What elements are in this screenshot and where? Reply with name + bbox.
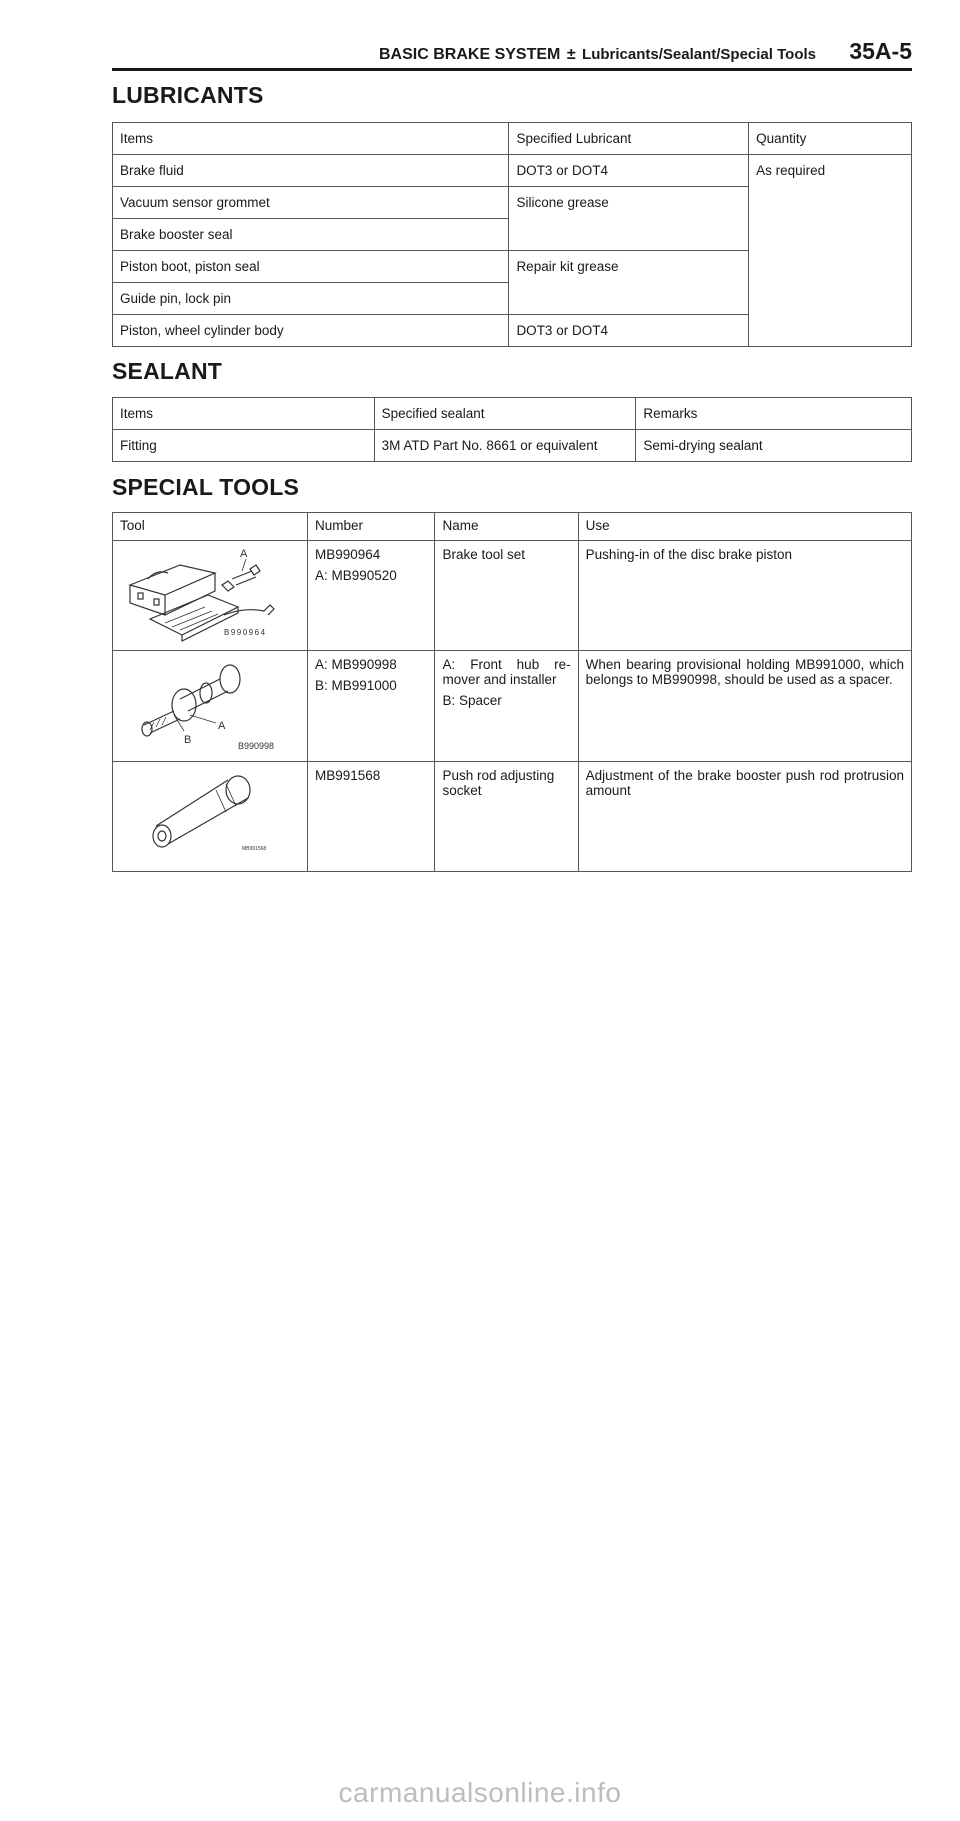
item-cell: Brake fluid xyxy=(113,155,509,187)
name-cell xyxy=(435,651,578,762)
column-header: Tool xyxy=(113,513,308,541)
part-number: MB990964 xyxy=(315,547,381,562)
tool-image-cell xyxy=(113,541,308,651)
tool-name: B: Spacer xyxy=(442,693,502,708)
figure-code: MB991568 xyxy=(242,846,267,852)
use-cell: Pushing-in of the disc brake piston xyxy=(578,541,911,651)
lubricants-table xyxy=(112,122,912,347)
tool-name: Push rod adjusting socket xyxy=(442,768,555,798)
part-number: MB991568 xyxy=(315,768,381,783)
figure-code: B990964 xyxy=(224,628,267,637)
name-cell xyxy=(435,541,578,651)
callout-label: B xyxy=(184,734,192,746)
lubricant-cell: Silicone grease xyxy=(509,187,749,251)
number-cell xyxy=(308,651,435,762)
item-cell: Fitting xyxy=(113,430,375,462)
hub-remover-illustration xyxy=(120,655,300,755)
brake-tool-set-illustration xyxy=(120,545,300,645)
sealant-heading: SEALANT xyxy=(112,358,223,384)
use-cell: When bearing provisional holding MB991000, which belongs to MB990998, should be used as a spacer. xyxy=(578,651,911,762)
table-row xyxy=(113,430,912,462)
page-header xyxy=(112,34,912,71)
use-cell: Adjustment of the brake booster push rod protrusion amount xyxy=(578,762,911,872)
number-cell xyxy=(308,762,435,872)
column-header: Items xyxy=(113,123,509,155)
header-title-main: BASIC BRAKE SYSTEM xyxy=(379,46,561,63)
tool-image-cell xyxy=(113,651,308,762)
header-title xyxy=(379,46,816,64)
push-rod-socket-illustration xyxy=(120,766,300,866)
item-cell: Vacuum sensor grommet xyxy=(113,187,509,219)
callout-label: A xyxy=(240,548,248,560)
part-number: A: MB990998 xyxy=(315,657,397,672)
column-header: Items xyxy=(113,398,375,430)
name-cell xyxy=(435,762,578,872)
tool-name: A: Front hub re-mover and installer xyxy=(442,657,571,687)
column-header: Remarks xyxy=(636,398,912,430)
column-header: Specified sealant xyxy=(374,398,636,430)
column-header: Number xyxy=(308,513,435,541)
remarks-cell: Semi-drying sealant xyxy=(636,430,912,462)
table-row xyxy=(113,762,912,872)
item-cell: Guide pin, lock pin xyxy=(113,283,509,315)
watermark: carmanualsonline.info xyxy=(338,1777,622,1808)
lubricant-cell: DOT3 or DOT4 xyxy=(509,315,749,347)
item-cell: Piston, wheel cylinder body xyxy=(113,315,509,347)
tool-image-cell xyxy=(113,762,308,872)
table-header-row xyxy=(113,123,912,155)
callout-label: A xyxy=(218,720,226,732)
table-header-row xyxy=(113,513,912,541)
sealant-cell: 3M ATD Part No. 8661 or equivalent xyxy=(374,430,636,462)
table-row xyxy=(113,155,912,187)
column-header: Use xyxy=(578,513,911,541)
table-header-row xyxy=(113,398,912,430)
table-row xyxy=(113,541,912,651)
column-header: Specified Lubricant xyxy=(509,123,749,155)
item-cell: Brake booster seal xyxy=(113,219,509,251)
lubricant-cell: Repair kit grease xyxy=(509,251,749,315)
lubricant-cell: DOT3 or DOT4 xyxy=(509,155,749,187)
part-number: B: MB991000 xyxy=(315,678,397,693)
lubricants-heading: LUBRICANTS xyxy=(112,82,264,108)
number-cell xyxy=(308,541,435,651)
quantity-cell: As required xyxy=(749,155,912,347)
sealant-table xyxy=(112,397,912,462)
tool-name: Brake tool set xyxy=(442,547,526,562)
figure-code: B990998 xyxy=(238,741,275,751)
special-tools-heading: SPECIAL TOOLS xyxy=(112,474,300,500)
page-number: 35A-5 xyxy=(849,38,912,64)
part-number: A: MB990520 xyxy=(315,568,397,583)
column-header: Quantity xyxy=(749,123,912,155)
header-title-sub: Lubricants/Sealant/Special Tools xyxy=(582,46,816,63)
header-separator: ± xyxy=(566,46,576,63)
item-cell: Piston boot, piston seal xyxy=(113,251,509,283)
column-header: Name xyxy=(435,513,578,541)
table-row xyxy=(113,651,912,762)
special-tools-table xyxy=(112,512,912,872)
